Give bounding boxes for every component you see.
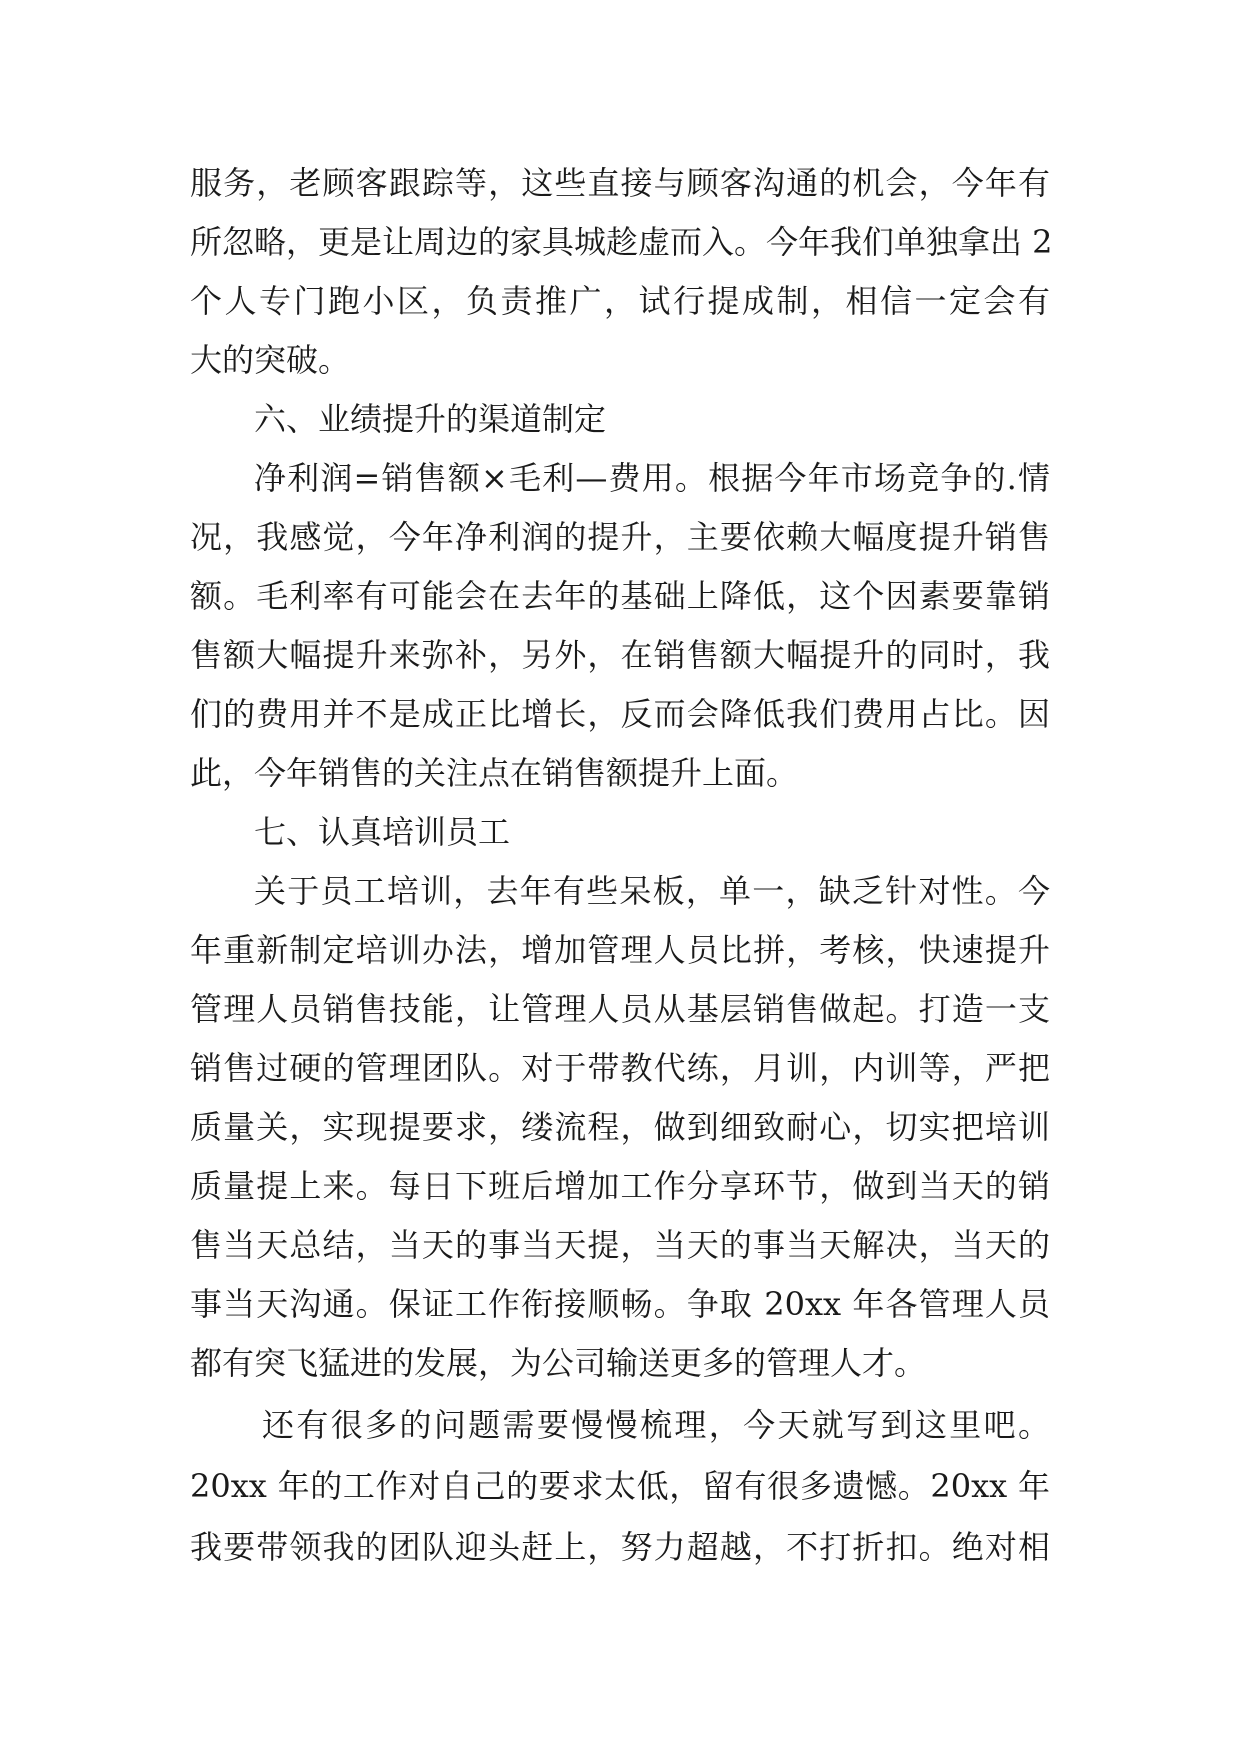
body-text-line: 服务，老顾客跟踪等，这些直接与顾客沟通的机会，今年有 [190,164,1050,202]
body-text-line: 管理人员销售技能，让管理人员从基层销售做起。打造一支 [190,990,1050,1028]
body-text-line: 事当天沟通。保证工作衔接顺畅。争取 20xx 年各管理人员 [190,1285,1050,1323]
body-text-line: 还有很多的问题需要慢慢梳理，今天就写到这里吧。 [262,1406,1050,1444]
body-text-line: 都有突飞猛进的发展，为公司输送更多的管理人才。 [190,1344,927,1382]
body-text-line: 20xx 年的工作对自己的要求太低，留有很多遗憾。20xx 年 [190,1467,1050,1505]
body-text-line: 质量提上来。每日下班后增加工作分享环节，做到当天的销 [190,1167,1050,1205]
body-text-line: 净利润=销售额×毛利—费用。根据今年市场竞争的.情 [254,459,1050,497]
body-text-line: 况，我感觉，今年净利润的提升，主要依赖大幅度提升销售 [190,518,1050,556]
body-text-line: 年重新制定培训办法，增加管理人员比拼，考核，快速提升 [190,931,1050,969]
body-text-line: 大的突破。 [190,341,351,379]
body-text-line: 此，今年销售的关注点在销售额提升上面。 [190,754,799,792]
body-text-line: 售额大幅提升来弥补，另外，在销售额大幅提升的同时，我 [190,636,1050,674]
body-text-line: 销售过硬的管理团队。对于带教代练，月训，内训等，严把 [190,1049,1050,1087]
body-text-line: 关于员工培训，去年有些呆板，单一，缺乏针对性。今 [254,872,1050,910]
body-text-line: 所忽略，更是让周边的家具城趁虚而入。今年我们单独拿出 2 [190,223,1053,261]
section-heading-6: 六、业绩提升的渠道制定 [254,400,607,438]
body-text-line: 质量关，实现提要求，缕流程，做到细致耐心，切实把培训 [190,1108,1050,1146]
section-heading-7: 七、认真培训员工 [254,813,511,851]
body-text-line: 们的费用并不是成正比增长，反而会降低我们费用占比。因 [190,695,1050,733]
body-text-line: 个人专门跑小区，负责推广，试行提成制，相信一定会有 [190,282,1050,320]
body-text-line: 售当天总结，当天的事当天提，当天的事当天解决，当天的 [190,1226,1050,1264]
body-text-line: 额。毛利率有可能会在去年的基础上降低，这个因素要靠销 [190,577,1050,615]
body-text-line: 我要带领我的团队迎头赶上，努力超越，不打折扣。绝对相 [190,1528,1050,1566]
